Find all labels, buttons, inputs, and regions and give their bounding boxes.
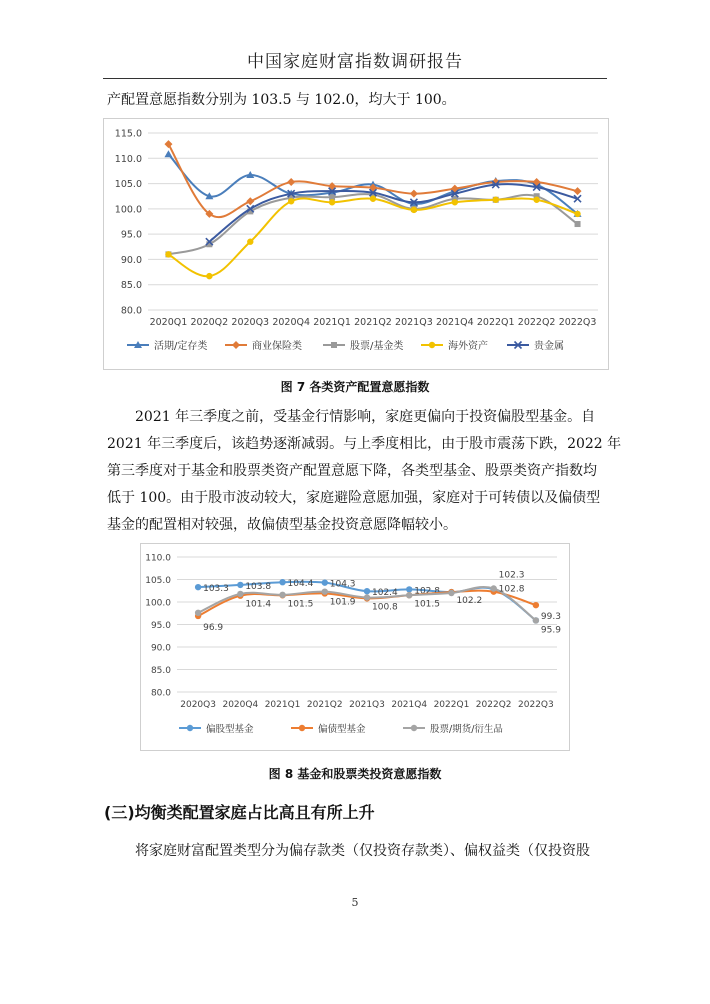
- data-label: 96.9: [203, 622, 224, 633]
- x-tick-label: 2021Q4: [435, 317, 474, 328]
- figure-8-caption: 图 8 基金和股票类投资意愿指数: [268, 767, 442, 781]
- legend-label: 海外资产: [448, 341, 488, 352]
- y-tick-label: 85.0: [150, 666, 171, 676]
- legend-marker: [232, 341, 240, 349]
- data-label: 101.5: [287, 599, 314, 610]
- data-point: [288, 198, 294, 204]
- x-tick-label: 2020Q4: [222, 700, 259, 710]
- paragraph-line: 第三季度对于基金和股票类资产配置意愿下降，各类型基金、股票类资产指数均: [107, 463, 597, 479]
- legend-marker: [411, 725, 417, 731]
- data-point: [246, 197, 254, 205]
- header-rule: [103, 78, 607, 79]
- y-tick-label: 85.0: [120, 280, 142, 292]
- paragraph-line: 产配置意愿指数分别为 103.5 与 102.0，均大于 100。: [107, 92, 456, 108]
- figure-7-chart: [103, 118, 609, 370]
- y-tick-label: 100.0: [114, 204, 142, 216]
- paragraph-line: 2021 年三季度之前，受基金行情影响，家庭更偏向于投资偏股型基金。自: [135, 409, 596, 425]
- section-heading: (三)均衡类配置家庭占比高且有所上升: [104, 803, 375, 822]
- legend-label: 活期/定存类: [154, 341, 208, 352]
- paragraph-fund-analysis: [107, 404, 622, 539]
- y-tick-label: 110.0: [114, 153, 142, 165]
- y-tick-label: 95.0: [150, 621, 171, 631]
- legend-label: 商业保险类: [252, 341, 302, 352]
- data-point: [329, 199, 335, 205]
- x-tick-label: 2022Q3: [518, 700, 554, 710]
- y-tick-label: 115.0: [114, 128, 142, 140]
- data-point: [195, 610, 201, 616]
- legend-label: 贵金属: [534, 341, 564, 352]
- data-point: [279, 592, 285, 598]
- legend-marker: [429, 342, 435, 348]
- legend-label: 股票/期货/衍生品: [430, 724, 503, 735]
- data-label: 103.3: [203, 584, 229, 595]
- data-point: [206, 273, 212, 279]
- data-point: [448, 590, 454, 596]
- data-label: 101.9: [329, 597, 356, 608]
- fund-stock-chart-svg: [141, 544, 569, 750]
- data-point: [195, 584, 201, 590]
- data-point: [247, 239, 253, 245]
- y-tick-label: 90.0: [150, 643, 171, 654]
- paragraph-intro: [107, 87, 607, 114]
- data-point: [575, 221, 581, 227]
- data-point: [411, 207, 417, 213]
- x-tick-label: 2021Q1: [264, 700, 301, 710]
- data-label: 95.9: [540, 625, 561, 636]
- legend-marker: [187, 725, 193, 731]
- data-point: [370, 196, 376, 202]
- series-line: [209, 184, 577, 242]
- paragraph-line: 基金的配置相对较强，故偏债型基金投资意愿降幅较小。: [107, 517, 457, 533]
- x-tick-label: 2021Q3: [395, 317, 433, 328]
- x-tick-label: 2020Q2: [190, 317, 229, 328]
- paragraph-line: 2021 年三季度后，该趋势逐渐减弱。与上季度相比，由于股市震荡下跌，2022 年: [107, 436, 622, 452]
- data-point: [533, 197, 539, 203]
- page-number: 5: [351, 896, 359, 909]
- y-tick-label: 105.0: [114, 179, 142, 191]
- data-point: [410, 190, 418, 198]
- data-point: [574, 187, 582, 195]
- x-tick-label: 2022Q3: [558, 317, 597, 328]
- data-label: 102.8: [414, 586, 440, 597]
- legend-marker: [331, 342, 337, 348]
- data-point: [533, 617, 539, 623]
- data-label: 102.3: [498, 570, 525, 581]
- report-header: 中国家庭财富指数调研报告: [247, 52, 463, 72]
- data-label: 103.8: [245, 581, 272, 592]
- x-tick-label: 2020Q3: [180, 700, 216, 710]
- data-point: [287, 178, 295, 186]
- data-point: [364, 594, 370, 600]
- data-label: 102.2: [456, 596, 483, 607]
- legend-label: 偏股型基金: [206, 724, 254, 735]
- asset-allocation-chart-svg: [104, 119, 608, 369]
- data-label: 100.8: [372, 602, 398, 613]
- data-label: 104.4: [287, 579, 314, 590]
- data-label: 101.5: [414, 599, 440, 610]
- y-tick-label: 80.0: [150, 688, 171, 699]
- data-label: 102.8: [498, 584, 525, 595]
- figure-7-caption: 图 7 各类资产配置意愿指数: [280, 380, 430, 394]
- x-tick-label: 2021Q3: [349, 700, 385, 710]
- legend-label: 偏债型基金: [318, 724, 366, 735]
- paragraph-line: 低于 100。由于股市波动较大，家庭避险意愿加强，家庭对于可转债以及偏债型: [107, 490, 601, 506]
- series-line: [168, 198, 577, 276]
- x-tick-label: 2021Q2: [354, 317, 392, 328]
- data-point: [574, 211, 580, 217]
- x-tick-label: 2020Q4: [272, 317, 311, 328]
- data-label: 104.3: [329, 579, 356, 590]
- data-point: [406, 586, 412, 592]
- data-point: [279, 579, 285, 585]
- legend-marker: [299, 725, 305, 731]
- data-point: [322, 588, 328, 594]
- x-tick-label: 2022Q2: [475, 700, 512, 710]
- data-point: [237, 582, 243, 588]
- y-tick-label: 100.0: [145, 598, 171, 609]
- x-tick-label: 2021Q1: [313, 317, 351, 328]
- y-tick-label: 80.0: [120, 305, 142, 317]
- x-tick-label: 2020Q3: [231, 317, 270, 328]
- data-point: [533, 602, 539, 608]
- y-tick-label: 90.0: [120, 254, 142, 266]
- data-point: [490, 585, 496, 591]
- data-point: [452, 199, 458, 205]
- data-point: [322, 579, 328, 585]
- x-tick-label: 2022Q2: [517, 317, 556, 328]
- x-tick-label: 2021Q4: [391, 700, 428, 710]
- x-tick-label: 2022Q1: [433, 700, 470, 710]
- data-point: [164, 140, 172, 148]
- x-tick-label: 2021Q2: [306, 700, 343, 710]
- x-tick-label: 2020Q1: [149, 317, 188, 328]
- data-label: 99.3: [540, 612, 561, 623]
- data-label: 101.4: [245, 599, 272, 610]
- paragraph-classification: [107, 838, 607, 865]
- paragraph-line: 将家庭财富配置类型分为偏存款类（仅投资存款类）、偏权益类（仅投资股: [135, 843, 590, 859]
- data-point: [237, 591, 243, 597]
- data-point: [493, 197, 499, 203]
- x-tick-label: 2022Q1: [476, 317, 515, 328]
- legend-label: 股票/基金类: [350, 341, 404, 352]
- y-tick-label: 110.0: [145, 553, 171, 564]
- figure-8-chart: [140, 543, 570, 751]
- y-tick-label: 105.0: [145, 576, 171, 586]
- data-point: [165, 251, 171, 257]
- data-point: [364, 588, 370, 594]
- data-label: 102.4: [372, 588, 398, 599]
- data-point: [406, 592, 412, 598]
- y-tick-label: 95.0: [120, 229, 142, 241]
